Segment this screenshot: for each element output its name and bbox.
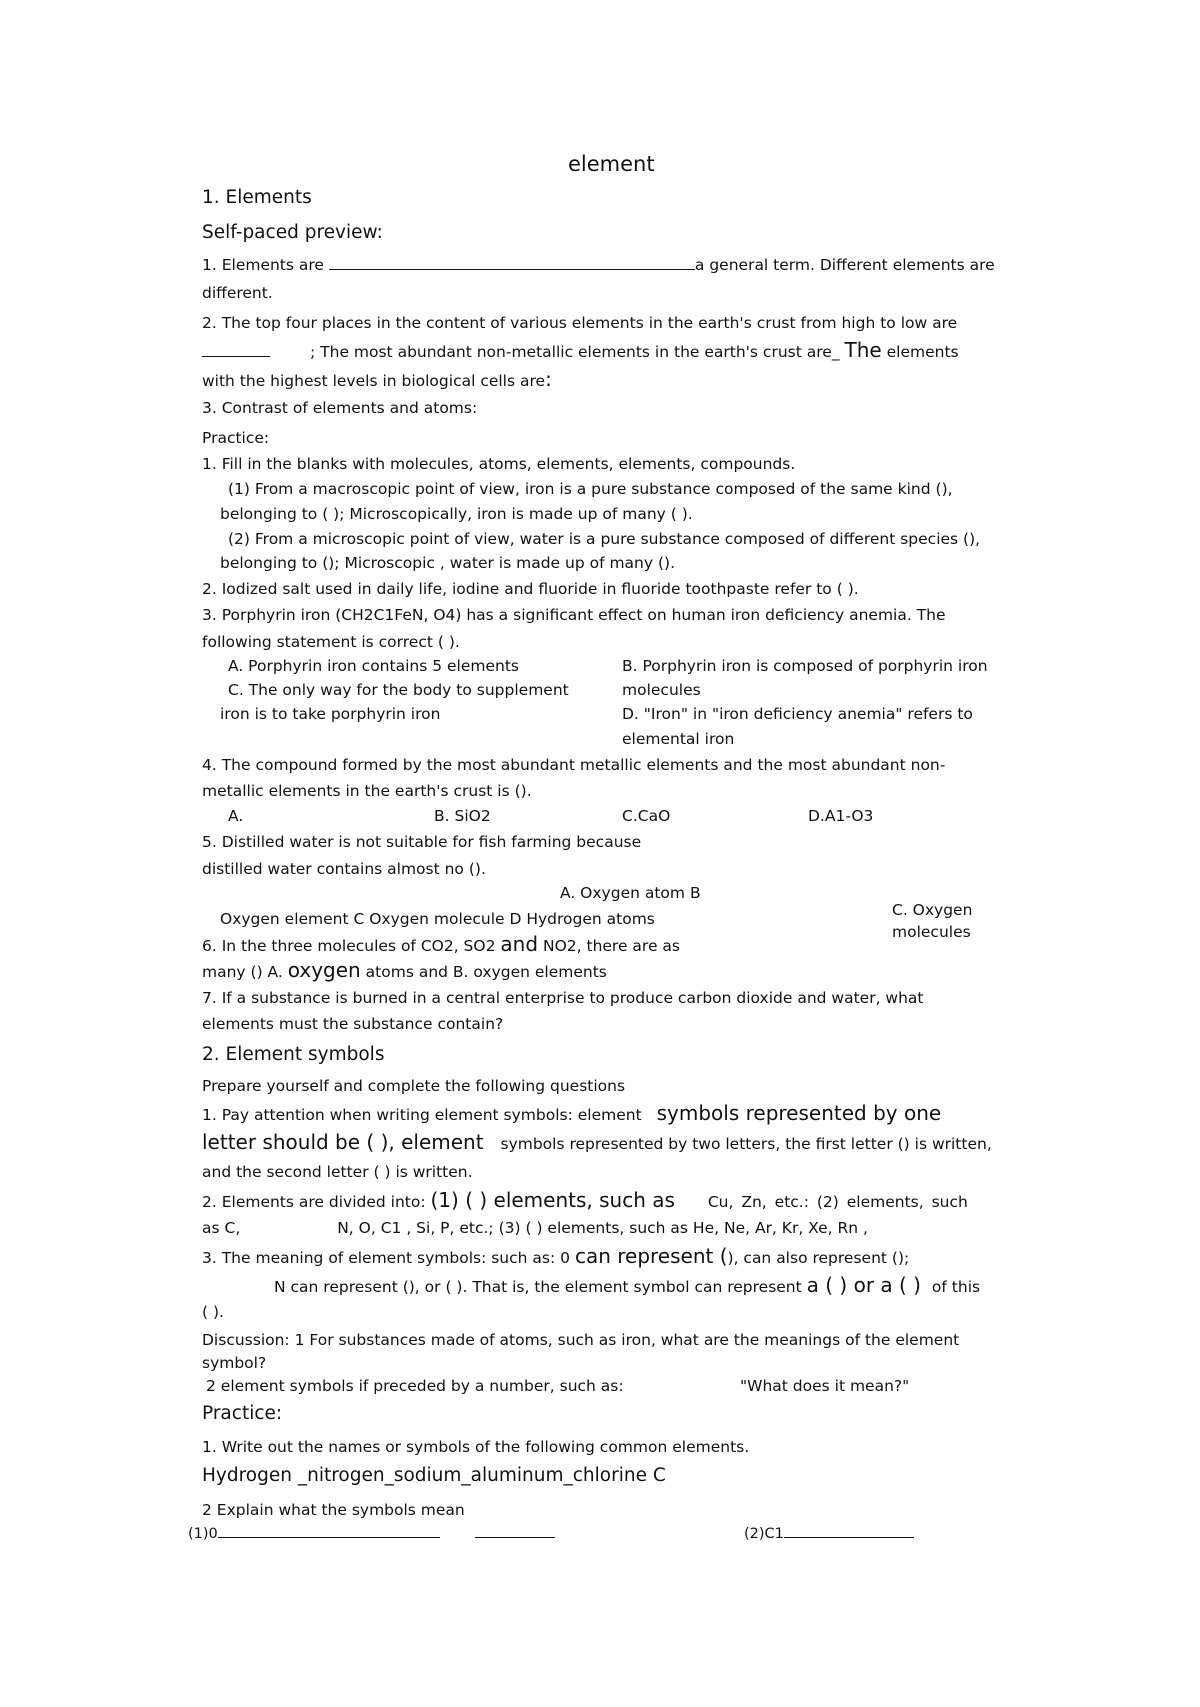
symbols-q1-line3: and the second letter ( ) is written.: [202, 1163, 473, 1181]
practice-explain-symbols: 2 Explain what the symbols mean: [202, 1501, 465, 1519]
preview-q2-line1: 2. The top four places in the content of various elements in the earth's crust from high to low are: [202, 314, 958, 332]
practice-q5-line3: A. Oxygen atom B: [560, 884, 701, 902]
practice-write-names: 1. Write out the names or symbols of the following common elements.: [202, 1438, 750, 1456]
preview-q1-line2: different.: [202, 284, 273, 302]
symbols-q3-line1: 3. The meaning of element symbols: such as: 0 can represent (), can also represent ();: [202, 1244, 910, 1268]
answer-blank[interactable]: [784, 1523, 914, 1538]
preview-q2-line3: with the highest levels in biological cells are:: [202, 367, 552, 391]
explain-item-1: (1)0: [188, 1523, 440, 1544]
discussion-line2: symbol?: [202, 1354, 267, 1372]
practice-q1-part2-line1: (2) From a microscopic point of view, water is a pure substance composed of different species (),: [228, 530, 981, 548]
practice-q5-side-line1: C. Oxygen: [892, 901, 973, 919]
practice-q3-option-a: A. Porphyrin iron contains 5 elements: [228, 657, 519, 675]
symbols-q2-line2: as C, N, O, C1 , Si, P, etc.; (3) ( ) elements, such as He, Ne, Ar, Kr, Xe, Rn ,: [202, 1219, 868, 1237]
explain-blank-middle: [475, 1523, 555, 1544]
practice-q4-option-d: D.A1-O3: [808, 807, 874, 825]
answer-blank[interactable]: [475, 1523, 555, 1538]
practice-q1-part1-line2: belonging to ( ); Microscopically, iron is made up of many ( ).: [220, 505, 693, 523]
preview-q1-line1: 1. Elements are a general term. Different elements are: [202, 256, 995, 274]
practice-q5-side-line2: molecules: [892, 923, 971, 941]
practice-q5-line2: distilled water contains almost no ().: [202, 860, 486, 878]
prepare-instructions: Prepare yourself and complete the following questions: [202, 1077, 626, 1095]
practice-label: Practice:: [202, 429, 270, 447]
section-heading-elements: 1. Elements: [202, 187, 312, 208]
practice-q3-option-b-line2: molecules: [622, 681, 701, 699]
preview-heading: Self-paced preview:: [202, 222, 383, 243]
symbols-q1-line1: 1. Pay attention when writing element symbols: element symbols represented by one: [202, 1101, 942, 1125]
practice-q3-option-c-line2: iron is to take porphyrin iron: [220, 705, 441, 723]
practice-q6-line1: 6. In the three molecules of CO2, SO2 and NO2, there are as: [202, 932, 680, 956]
practice-q3-option-d-line2: elemental iron: [622, 730, 735, 748]
practice-q1-part1-line1: (1) From a macroscopic point of view, iron is a pure substance composed of the same kind (),: [228, 480, 953, 498]
symbols-q3-line2: N can represent (), or ( ). That is, the element symbol can represent a ( ) or a ( ) of this: [274, 1273, 981, 1297]
practice-element-list: Hydrogen _nitrogen_sodium_aluminum_chlorine C: [202, 1465, 666, 1486]
practice-q5-line4: Oxygen element C Oxygen molecule D Hydrogen atoms: [220, 910, 655, 928]
practice-q1: 1. Fill in the blanks with molecules, atoms, elements, elements, compounds.: [202, 455, 796, 473]
practice-q7-line1: 7. If a substance is burned in a central enterprise to produce carbon dioxide and water, what: [202, 989, 924, 1007]
practice-q1-part2-line2: belonging to (); Microscopic , water is made up of many ().: [220, 554, 675, 572]
practice-q6-line2: many () A. oxygen atoms and B. oxygen elements: [202, 958, 607, 982]
preview-q3: 3. Contrast of elements and atoms:: [202, 399, 478, 417]
discussion-line1: Discussion: 1 For substances made of atoms, such as iron, what are the meanings of the element: [202, 1331, 960, 1349]
practice-q4-option-a: A.: [228, 807, 244, 825]
practice-q5-line1: 5. Distilled water is not suitable for fish farming because: [202, 833, 642, 851]
explain-item-2: (2)C1: [744, 1523, 914, 1544]
symbols-q1-line2: letter should be ( ), element symbols represented by two letters, the first letter () is written,: [202, 1130, 992, 1154]
practice-q4-line2: metallic elements in the earth's crust is ().: [202, 782, 532, 800]
practice-q3-option-c-line1: C. The only way for the body to supplement: [228, 681, 569, 699]
preview-q2-line2: ; The most abundant non-metallic elements in the earth's crust are_ The elements: [202, 340, 959, 362]
practice-q3-option-d-line1: D. "Iron" in "iron deficiency anemia" refers to: [622, 705, 973, 723]
practice-q4-option-b: B. SiO2: [434, 807, 491, 825]
answer-blank[interactable]: [329, 255, 695, 270]
answer-blank[interactable]: [218, 1523, 440, 1538]
practice-q3-option-b-line1: B. Porphyrin iron is composed of porphyrin iron: [622, 657, 988, 675]
symbols-q3-line3: ( ).: [202, 1303, 224, 1321]
practice-q4-line1: 4. The compound formed by the most abundant metallic elements and the most abundant non-: [202, 756, 946, 774]
practice-q2: 2. Iodized salt used in daily life, iodine and fluoride in fluoride toothpaste refer to ( ).: [202, 580, 859, 598]
answer-blank[interactable]: [202, 342, 270, 357]
section-heading-element-symbols: 2. Element symbols: [202, 1044, 385, 1065]
document-title: element: [568, 152, 655, 176]
practice-heading: Practice:: [202, 1403, 283, 1424]
discussion-line3-left: 2 element symbols if preceded by a number, such as:: [206, 1377, 624, 1395]
symbols-q2-line1: 2. Elements are divided into: (1) ( ) elements, such as Cu, Zn, etc.: (2) elements, such: [202, 1188, 968, 1212]
discussion-line3-right: "What does it mean?": [740, 1377, 910, 1395]
practice-q4-option-c: C.CaO: [622, 807, 671, 825]
practice-q3-line1: 3. Porphyrin iron (CH2C1FeN, O4) has a significant effect on human iron deficiency anemia. The: [202, 606, 946, 624]
practice-q3-line2: following statement is correct ( ).: [202, 633, 460, 651]
practice-q7-line2: elements must the substance contain?: [202, 1015, 504, 1033]
